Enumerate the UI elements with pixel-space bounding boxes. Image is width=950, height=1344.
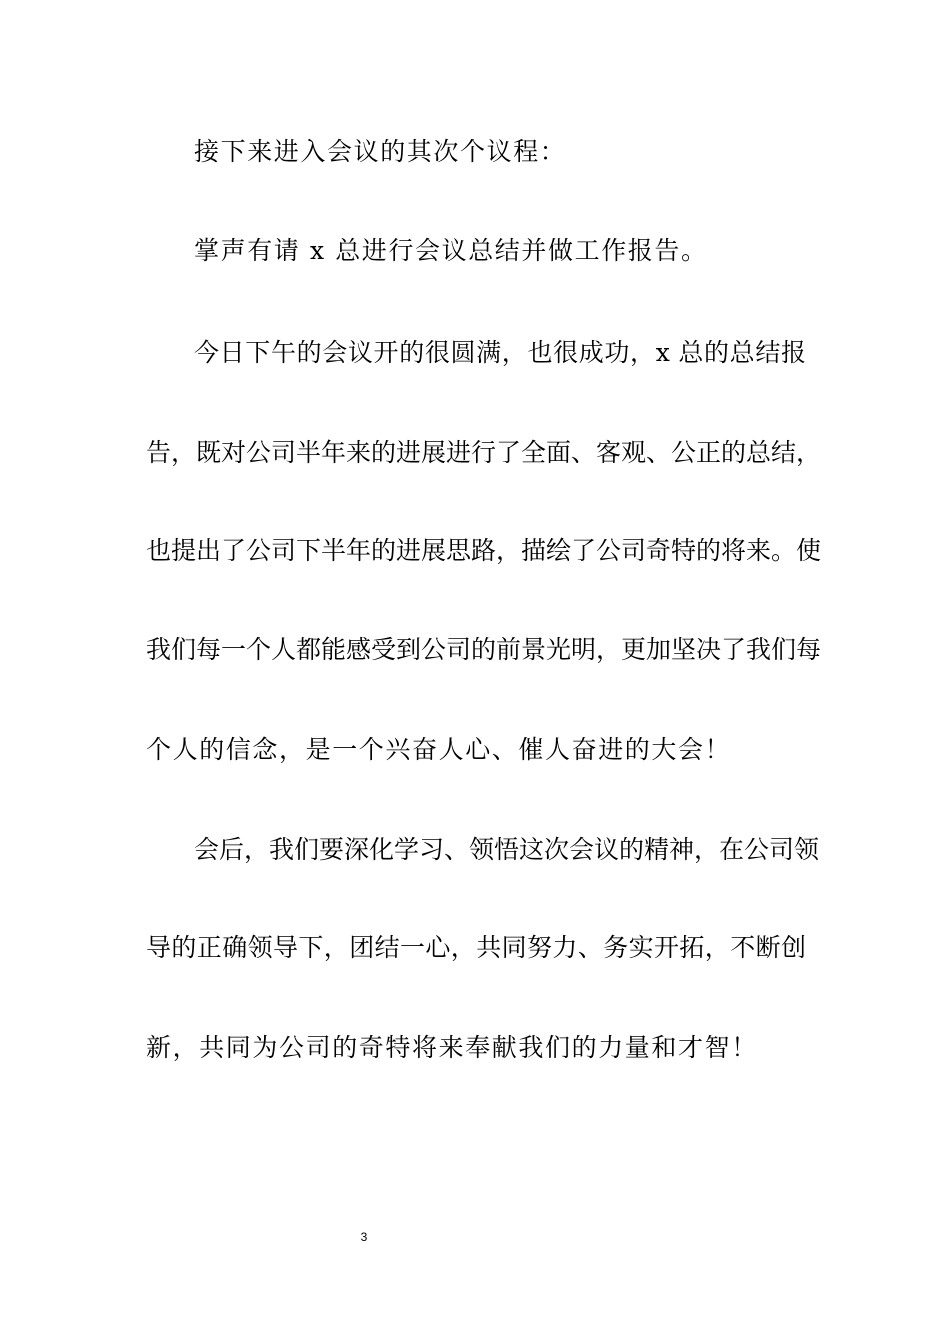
- text-line-2: 掌声有请 x 总进行会议总结并做工作报告。: [194, 236, 708, 265]
- text-line-9: 导的正确领导下，团结一心，共同努力、务实开拓，不断创: [146, 933, 806, 962]
- text-line-3: 今日下午的会议开的很圆满，也很成功，x 总的总结报: [194, 338, 806, 367]
- text-line-6: 我们每一个人都能感受到公司的前景光明，更加坚决了我们每: [146, 635, 822, 664]
- text-line-10: 新，共同为公司的奇特将来奉献我们的力量和才智！: [146, 1033, 758, 1062]
- page-number: 3: [360, 1230, 368, 1244]
- text-line-4: 告，既对公司半年来的进展进行了全面、客观、公正的总结，: [146, 438, 822, 467]
- text-line-5: 也提出了公司下半年的进展思路，描绘了公司奇特的将来。使: [146, 536, 822, 565]
- text-line-8: 会后，我们要深化学习、领悟这次会议的精神，在公司领: [194, 835, 820, 864]
- text-line-7: 个人的信念，是一个兴奋人心、催人奋进的大会！: [146, 735, 732, 764]
- text-line-1: 接下来进入会议的其次个议程：: [194, 137, 567, 166]
